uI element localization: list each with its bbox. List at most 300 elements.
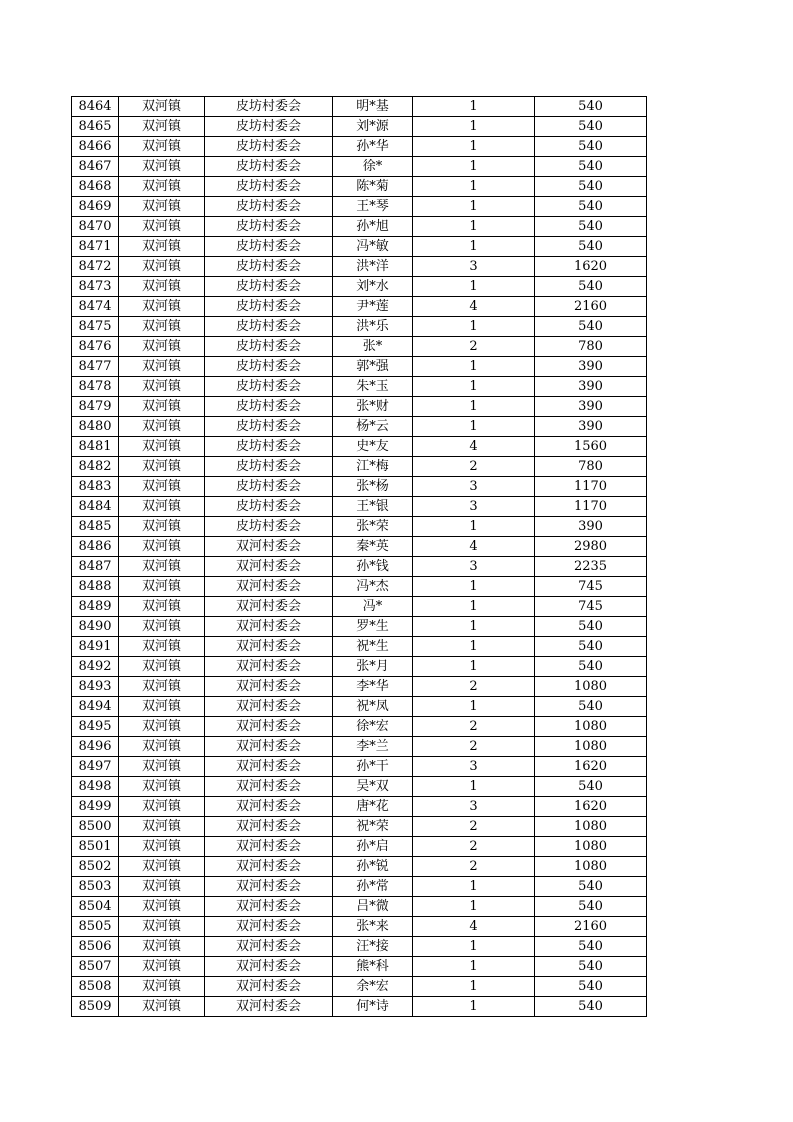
name-cell: 洪*洋 — [333, 257, 413, 277]
table-row — [72, 677, 647, 697]
data-table — [71, 96, 647, 1017]
table-row — [72, 657, 647, 677]
amount-cell: 540 — [535, 997, 647, 1017]
row-number-cell: 8491 — [72, 637, 119, 657]
row-number-cell: 8481 — [72, 437, 119, 457]
amount-cell: 390 — [535, 517, 647, 537]
count-cell: 3 — [413, 257, 535, 277]
table-row — [72, 757, 647, 777]
count-cell: 1 — [413, 397, 535, 417]
amount-cell: 2980 — [535, 537, 647, 557]
town-cell: 双河镇 — [119, 277, 205, 297]
row-number-cell: 8476 — [72, 337, 119, 357]
count-cell: 1 — [413, 617, 535, 637]
village-cell: 皮坊村委会 — [205, 457, 333, 477]
town-cell: 双河镇 — [119, 337, 205, 357]
row-number-cell: 8475 — [72, 317, 119, 337]
name-cell: 张*荣 — [333, 517, 413, 537]
amount-cell: 2160 — [535, 917, 647, 937]
name-cell: 江*梅 — [333, 457, 413, 477]
amount-cell: 1560 — [535, 437, 647, 457]
village-cell: 皮坊村委会 — [205, 177, 333, 197]
table-row — [72, 437, 647, 457]
row-number-cell: 8495 — [72, 717, 119, 737]
table-row — [72, 717, 647, 737]
count-cell: 1 — [413, 97, 535, 117]
amount-cell: 390 — [535, 357, 647, 377]
name-cell: 吴*双 — [333, 777, 413, 797]
count-cell: 4 — [413, 437, 535, 457]
count-cell: 2 — [413, 837, 535, 857]
village-cell: 皮坊村委会 — [205, 417, 333, 437]
village-cell: 双河村委会 — [205, 917, 333, 937]
amount-cell: 540 — [535, 657, 647, 677]
count-cell: 1 — [413, 997, 535, 1017]
town-cell: 双河镇 — [119, 237, 205, 257]
table-row — [72, 197, 647, 217]
name-cell: 李*华 — [333, 677, 413, 697]
town-cell: 双河镇 — [119, 957, 205, 977]
table-row — [72, 237, 647, 257]
count-cell: 1 — [413, 317, 535, 337]
name-cell: 祝*生 — [333, 637, 413, 657]
name-cell: 孙*华 — [333, 137, 413, 157]
name-cell: 张*来 — [333, 917, 413, 937]
amount-cell: 540 — [535, 617, 647, 637]
amount-cell: 780 — [535, 457, 647, 477]
row-number-cell: 8486 — [72, 537, 119, 557]
count-cell: 2 — [413, 457, 535, 477]
count-cell: 1 — [413, 697, 535, 717]
row-number-cell: 8502 — [72, 857, 119, 877]
name-cell: 张*财 — [333, 397, 413, 417]
row-number-cell: 8484 — [72, 497, 119, 517]
row-number-cell: 8498 — [72, 777, 119, 797]
count-cell: 1 — [413, 777, 535, 797]
count-cell: 1 — [413, 157, 535, 177]
village-cell: 双河村委会 — [205, 997, 333, 1017]
count-cell: 1 — [413, 897, 535, 917]
town-cell: 双河镇 — [119, 597, 205, 617]
table-row — [72, 477, 647, 497]
table-row — [72, 997, 647, 1017]
amount-cell: 540 — [535, 937, 647, 957]
name-cell: 李*兰 — [333, 737, 413, 757]
table-row — [72, 837, 647, 857]
village-cell: 皮坊村委会 — [205, 237, 333, 257]
table-row — [72, 897, 647, 917]
name-cell: 孙*钱 — [333, 557, 413, 577]
amount-cell: 1170 — [535, 497, 647, 517]
table-row — [72, 737, 647, 757]
row-number-cell: 8465 — [72, 117, 119, 137]
count-cell: 3 — [413, 557, 535, 577]
village-cell: 皮坊村委会 — [205, 257, 333, 277]
village-cell: 双河村委会 — [205, 697, 333, 717]
count-cell: 1 — [413, 577, 535, 597]
amount-cell: 540 — [535, 137, 647, 157]
table-row — [72, 317, 647, 337]
table-row — [72, 617, 647, 637]
table-row — [72, 857, 647, 877]
village-cell: 双河村委会 — [205, 637, 333, 657]
village-cell: 双河村委会 — [205, 857, 333, 877]
table-row — [72, 937, 647, 957]
table-row — [72, 217, 647, 237]
count-cell: 1 — [413, 657, 535, 677]
table-row — [72, 777, 647, 797]
row-number-cell: 8501 — [72, 837, 119, 857]
town-cell: 双河镇 — [119, 517, 205, 537]
amount-cell: 1080 — [535, 677, 647, 697]
town-cell: 双河镇 — [119, 877, 205, 897]
village-cell: 皮坊村委会 — [205, 517, 333, 537]
town-cell: 双河镇 — [119, 117, 205, 137]
amount-cell: 1170 — [535, 477, 647, 497]
table-row — [72, 797, 647, 817]
row-number-cell: 8497 — [72, 757, 119, 777]
name-cell: 张* — [333, 337, 413, 357]
village-cell: 皮坊村委会 — [205, 217, 333, 237]
village-cell: 双河村委会 — [205, 897, 333, 917]
row-number-cell: 8467 — [72, 157, 119, 177]
village-cell: 皮坊村委会 — [205, 477, 333, 497]
row-number-cell: 8503 — [72, 877, 119, 897]
village-cell: 双河村委会 — [205, 817, 333, 837]
village-cell: 双河村委会 — [205, 597, 333, 617]
count-cell: 1 — [413, 137, 535, 157]
count-cell: 2 — [413, 717, 535, 737]
row-number-cell: 8489 — [72, 597, 119, 617]
row-number-cell: 8487 — [72, 557, 119, 577]
name-cell: 杨*云 — [333, 417, 413, 437]
village-cell: 皮坊村委会 — [205, 277, 333, 297]
table-row — [72, 137, 647, 157]
name-cell: 熊*科 — [333, 957, 413, 977]
table-row — [72, 697, 647, 717]
row-number-cell: 8474 — [72, 297, 119, 317]
row-number-cell: 8496 — [72, 737, 119, 757]
amount-cell: 1080 — [535, 837, 647, 857]
village-cell: 皮坊村委会 — [205, 137, 333, 157]
name-cell: 祝*荣 — [333, 817, 413, 837]
town-cell: 双河镇 — [119, 417, 205, 437]
name-cell: 王*银 — [333, 497, 413, 517]
count-cell: 1 — [413, 417, 535, 437]
village-cell: 皮坊村委会 — [205, 437, 333, 457]
table-body — [72, 97, 647, 1017]
row-number-cell: 8505 — [72, 917, 119, 937]
row-number-cell: 8473 — [72, 277, 119, 297]
count-cell: 1 — [413, 177, 535, 197]
name-cell: 陈*菊 — [333, 177, 413, 197]
count-cell: 2 — [413, 677, 535, 697]
row-number-cell: 8504 — [72, 897, 119, 917]
village-cell: 皮坊村委会 — [205, 377, 333, 397]
amount-cell: 540 — [535, 117, 647, 137]
name-cell: 唐*花 — [333, 797, 413, 817]
row-number-cell: 8468 — [72, 177, 119, 197]
name-cell: 冯*杰 — [333, 577, 413, 597]
amount-cell: 1080 — [535, 717, 647, 737]
table-row — [72, 177, 647, 197]
village-cell: 双河村委会 — [205, 677, 333, 697]
count-cell: 1 — [413, 237, 535, 257]
amount-cell: 1080 — [535, 857, 647, 877]
name-cell: 史*友 — [333, 437, 413, 457]
village-cell: 皮坊村委会 — [205, 297, 333, 317]
count-cell: 1 — [413, 117, 535, 137]
table-row — [72, 517, 647, 537]
name-cell: 何*诗 — [333, 997, 413, 1017]
name-cell: 张*杨 — [333, 477, 413, 497]
village-cell: 双河村委会 — [205, 977, 333, 997]
table-row — [72, 417, 647, 437]
amount-cell: 1080 — [535, 817, 647, 837]
row-number-cell: 8507 — [72, 957, 119, 977]
village-cell: 双河村委会 — [205, 957, 333, 977]
town-cell: 双河镇 — [119, 797, 205, 817]
name-cell: 吕*微 — [333, 897, 413, 917]
village-cell: 双河村委会 — [205, 577, 333, 597]
town-cell: 双河镇 — [119, 977, 205, 997]
table-row — [72, 497, 647, 517]
village-cell: 双河村委会 — [205, 557, 333, 577]
town-cell: 双河镇 — [119, 557, 205, 577]
row-number-cell: 8469 — [72, 197, 119, 217]
village-cell: 双河村委会 — [205, 777, 333, 797]
row-number-cell: 8493 — [72, 677, 119, 697]
table-row — [72, 397, 647, 417]
town-cell: 双河镇 — [119, 357, 205, 377]
amount-cell: 780 — [535, 337, 647, 357]
table-row — [72, 917, 647, 937]
amount-cell: 540 — [535, 897, 647, 917]
count-cell: 3 — [413, 477, 535, 497]
row-number-cell: 8466 — [72, 137, 119, 157]
table-row — [72, 817, 647, 837]
table-row — [72, 117, 647, 137]
town-cell: 双河镇 — [119, 937, 205, 957]
amount-cell: 745 — [535, 597, 647, 617]
row-number-cell: 8490 — [72, 617, 119, 637]
count-cell: 1 — [413, 937, 535, 957]
town-cell: 双河镇 — [119, 677, 205, 697]
name-cell: 罗*生 — [333, 617, 413, 637]
count-cell: 3 — [413, 497, 535, 517]
amount-cell: 540 — [535, 277, 647, 297]
amount-cell: 390 — [535, 377, 647, 397]
row-number-cell: 8477 — [72, 357, 119, 377]
amount-cell: 1620 — [535, 757, 647, 777]
row-number-cell: 8506 — [72, 937, 119, 957]
row-number-cell: 8483 — [72, 477, 119, 497]
name-cell: 徐*宏 — [333, 717, 413, 737]
village-cell: 皮坊村委会 — [205, 357, 333, 377]
name-cell: 尹*莲 — [333, 297, 413, 317]
village-cell: 双河村委会 — [205, 937, 333, 957]
table-row — [72, 337, 647, 357]
table-row — [72, 637, 647, 657]
town-cell: 双河镇 — [119, 697, 205, 717]
row-number-cell: 8480 — [72, 417, 119, 437]
town-cell: 双河镇 — [119, 637, 205, 657]
row-number-cell: 8485 — [72, 517, 119, 537]
name-cell: 张*月 — [333, 657, 413, 677]
amount-cell: 540 — [535, 777, 647, 797]
table-row — [72, 277, 647, 297]
town-cell: 双河镇 — [119, 377, 205, 397]
row-number-cell: 8464 — [72, 97, 119, 117]
name-cell: 余*宏 — [333, 977, 413, 997]
town-cell: 双河镇 — [119, 317, 205, 337]
town-cell: 双河镇 — [119, 857, 205, 877]
amount-cell: 390 — [535, 397, 647, 417]
count-cell: 1 — [413, 197, 535, 217]
row-number-cell: 8478 — [72, 377, 119, 397]
table-row — [72, 377, 647, 397]
town-cell: 双河镇 — [119, 577, 205, 597]
row-number-cell: 8470 — [72, 217, 119, 237]
table-row — [72, 157, 647, 177]
table-row — [72, 957, 647, 977]
name-cell: 明*基 — [333, 97, 413, 117]
count-cell: 1 — [413, 357, 535, 377]
name-cell: 汪*接 — [333, 937, 413, 957]
town-cell: 双河镇 — [119, 837, 205, 857]
village-cell: 皮坊村委会 — [205, 397, 333, 417]
town-cell: 双河镇 — [119, 657, 205, 677]
village-cell: 皮坊村委会 — [205, 337, 333, 357]
table-row — [72, 597, 647, 617]
count-cell: 2 — [413, 737, 535, 757]
town-cell: 双河镇 — [119, 737, 205, 757]
name-cell: 洪*乐 — [333, 317, 413, 337]
row-number-cell: 8508 — [72, 977, 119, 997]
count-cell: 2 — [413, 857, 535, 877]
count-cell: 1 — [413, 597, 535, 617]
count-cell: 1 — [413, 217, 535, 237]
town-cell: 双河镇 — [119, 197, 205, 217]
name-cell: 刘*源 — [333, 117, 413, 137]
village-cell: 双河村委会 — [205, 737, 333, 757]
town-cell: 双河镇 — [119, 157, 205, 177]
count-cell: 2 — [413, 817, 535, 837]
village-cell: 双河村委会 — [205, 537, 333, 557]
village-cell: 皮坊村委会 — [205, 117, 333, 137]
town-cell: 双河镇 — [119, 97, 205, 117]
row-number-cell: 8492 — [72, 657, 119, 677]
town-cell: 双河镇 — [119, 437, 205, 457]
count-cell: 3 — [413, 797, 535, 817]
count-cell: 1 — [413, 957, 535, 977]
count-cell: 3 — [413, 757, 535, 777]
amount-cell: 540 — [535, 177, 647, 197]
village-cell: 双河村委会 — [205, 617, 333, 637]
table-row — [72, 877, 647, 897]
amount-cell: 540 — [535, 97, 647, 117]
amount-cell: 1080 — [535, 737, 647, 757]
amount-cell: 540 — [535, 977, 647, 997]
count-cell: 4 — [413, 917, 535, 937]
table-row — [72, 457, 647, 477]
count-cell: 4 — [413, 537, 535, 557]
town-cell: 双河镇 — [119, 217, 205, 237]
name-cell: 朱*玉 — [333, 377, 413, 397]
amount-cell: 1620 — [535, 257, 647, 277]
village-cell: 双河村委会 — [205, 797, 333, 817]
row-number-cell: 8500 — [72, 817, 119, 837]
village-cell: 皮坊村委会 — [205, 157, 333, 177]
amount-cell: 540 — [535, 697, 647, 717]
town-cell: 双河镇 — [119, 817, 205, 837]
village-cell: 皮坊村委会 — [205, 317, 333, 337]
count-cell: 1 — [413, 517, 535, 537]
amount-cell: 1620 — [535, 797, 647, 817]
town-cell: 双河镇 — [119, 757, 205, 777]
row-number-cell: 8479 — [72, 397, 119, 417]
row-number-cell: 8472 — [72, 257, 119, 277]
count-cell: 1 — [413, 637, 535, 657]
table-row — [72, 357, 647, 377]
amount-cell: 2235 — [535, 557, 647, 577]
name-cell: 孙*旭 — [333, 217, 413, 237]
village-cell: 双河村委会 — [205, 757, 333, 777]
amount-cell: 540 — [535, 197, 647, 217]
village-cell: 皮坊村委会 — [205, 497, 333, 517]
count-cell: 2 — [413, 337, 535, 357]
name-cell: 冯*敏 — [333, 237, 413, 257]
amount-cell: 745 — [535, 577, 647, 597]
town-cell: 双河镇 — [119, 257, 205, 277]
table-row — [72, 977, 647, 997]
name-cell: 冯* — [333, 597, 413, 617]
village-cell: 皮坊村委会 — [205, 97, 333, 117]
town-cell: 双河镇 — [119, 997, 205, 1017]
table-row — [72, 297, 647, 317]
amount-cell: 540 — [535, 957, 647, 977]
amount-cell: 540 — [535, 877, 647, 897]
name-cell: 孙*常 — [333, 877, 413, 897]
town-cell: 双河镇 — [119, 537, 205, 557]
town-cell: 双河镇 — [119, 497, 205, 517]
town-cell: 双河镇 — [119, 297, 205, 317]
name-cell: 徐* — [333, 157, 413, 177]
town-cell: 双河镇 — [119, 917, 205, 937]
town-cell: 双河镇 — [119, 397, 205, 417]
table-row — [72, 577, 647, 597]
row-number-cell: 8499 — [72, 797, 119, 817]
count-cell: 1 — [413, 277, 535, 297]
town-cell: 双河镇 — [119, 617, 205, 637]
amount-cell: 540 — [535, 317, 647, 337]
town-cell: 双河镇 — [119, 717, 205, 737]
village-cell: 双河村委会 — [205, 657, 333, 677]
village-cell: 皮坊村委会 — [205, 197, 333, 217]
table-row — [72, 557, 647, 577]
village-cell: 双河村委会 — [205, 717, 333, 737]
town-cell: 双河镇 — [119, 137, 205, 157]
row-number-cell: 8471 — [72, 237, 119, 257]
table-row — [72, 257, 647, 277]
name-cell: 王*琴 — [333, 197, 413, 217]
row-number-cell: 8494 — [72, 697, 119, 717]
count-cell: 1 — [413, 877, 535, 897]
village-cell: 双河村委会 — [205, 877, 333, 897]
name-cell: 刘*水 — [333, 277, 413, 297]
table-row — [72, 537, 647, 557]
count-cell: 1 — [413, 977, 535, 997]
